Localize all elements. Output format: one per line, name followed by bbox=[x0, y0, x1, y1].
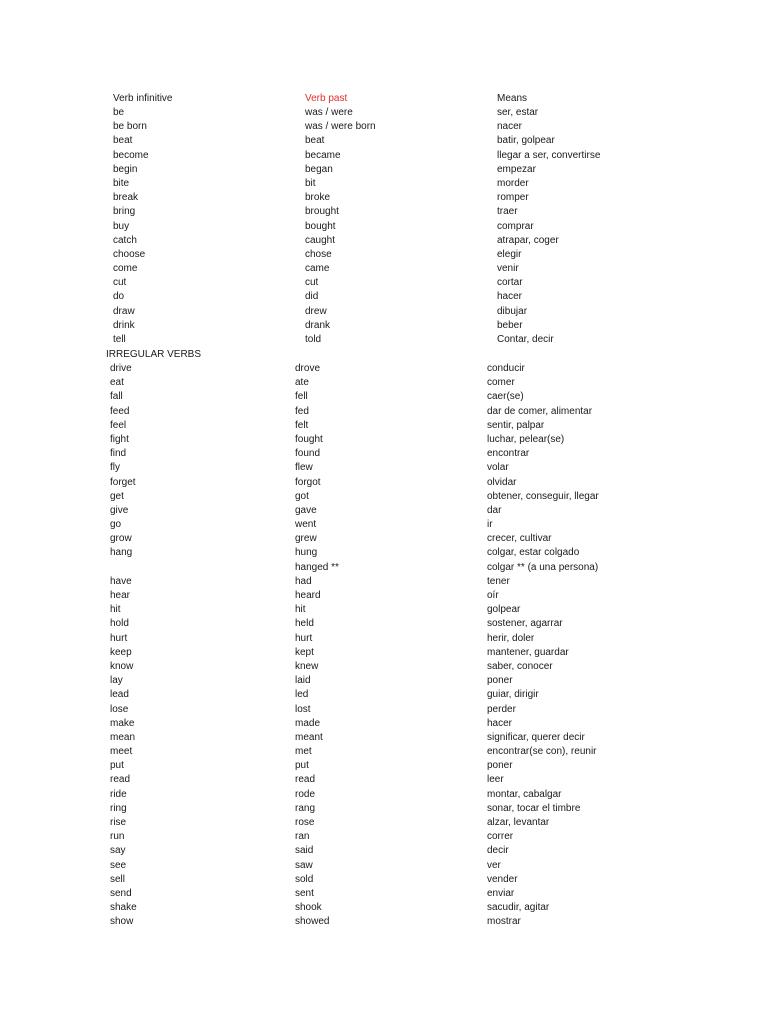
verb-meaning: vender bbox=[487, 873, 518, 885]
verb-past: bit bbox=[305, 177, 316, 189]
verb-table-first-group bbox=[0, 106, 768, 347]
verb-past: bought bbox=[305, 220, 336, 232]
verb-meaning: saber, conocer bbox=[487, 660, 553, 672]
verb-past: drew bbox=[305, 305, 327, 317]
verb-infinitive: find bbox=[110, 448, 127, 460]
verb-meaning: batir, golpear bbox=[497, 135, 555, 147]
verb-meaning: crecer, cultivar bbox=[487, 533, 552, 545]
verb-meaning: sacudir, agitar bbox=[487, 902, 550, 914]
verb-infinitive: bite bbox=[113, 177, 130, 189]
verb-past: grew bbox=[295, 533, 317, 545]
table-header bbox=[0, 92, 768, 106]
verb-meaning: morder bbox=[497, 177, 529, 189]
verb-infinitive: keep bbox=[110, 646, 132, 658]
verb-infinitive: lead bbox=[110, 689, 129, 701]
verb-infinitive: have bbox=[110, 575, 132, 587]
verb-infinitive: read bbox=[110, 774, 131, 786]
verb-table-irregular-verbs bbox=[0, 362, 768, 930]
verb-meaning: sonar, tocar el timbre bbox=[487, 802, 581, 814]
verb-meaning: enviar bbox=[487, 887, 515, 899]
verb-infinitive: hang bbox=[110, 547, 133, 559]
verb-infinitive: drink bbox=[113, 319, 135, 331]
verb-past: hanged ** bbox=[295, 561, 339, 573]
verb-past: ran bbox=[295, 831, 310, 843]
verb-meaning: luchar, pelear(se) bbox=[487, 433, 565, 445]
header-means: Means bbox=[497, 93, 528, 104]
verb-infinitive: show bbox=[110, 916, 134, 928]
verb-meaning: perder bbox=[487, 703, 516, 715]
verb-meaning: olvidar bbox=[487, 476, 517, 488]
table-row bbox=[0, 476, 768, 490]
table-row bbox=[0, 305, 768, 319]
table-row bbox=[0, 490, 768, 504]
table-row bbox=[0, 333, 768, 347]
verb-meaning: atrapar, coger bbox=[497, 234, 559, 246]
verb-past: met bbox=[295, 746, 312, 758]
table-row bbox=[0, 617, 768, 631]
verb-infinitive: hit bbox=[110, 604, 121, 616]
verb-past: was / were born bbox=[305, 121, 376, 133]
verb-meaning: caer(se) bbox=[487, 391, 524, 403]
verb-past: made bbox=[295, 717, 321, 729]
verb-infinitive: hurt bbox=[110, 632, 128, 644]
table-row bbox=[0, 546, 768, 560]
verb-meaning: llegar a ser, convertirse bbox=[497, 149, 601, 161]
verb-infinitive: put bbox=[110, 760, 124, 772]
verb-past: fell bbox=[295, 391, 308, 403]
verb-past: had bbox=[295, 575, 312, 587]
table-row bbox=[0, 646, 768, 660]
table-row bbox=[0, 915, 768, 929]
verb-past: cut bbox=[305, 277, 319, 289]
table-row bbox=[0, 461, 768, 475]
verb-past: knew bbox=[295, 660, 319, 672]
table-row bbox=[0, 290, 768, 304]
verb-meaning: leer bbox=[487, 774, 504, 786]
verb-past: held bbox=[295, 618, 314, 630]
verb-infinitive: give bbox=[110, 504, 129, 516]
table-row bbox=[0, 405, 768, 419]
verb-past: sent bbox=[295, 887, 314, 899]
verb-meaning: beber bbox=[497, 319, 523, 331]
verb-infinitive: do bbox=[113, 291, 125, 303]
table-row bbox=[0, 504, 768, 518]
table-row bbox=[0, 248, 768, 262]
table-row bbox=[0, 703, 768, 717]
verb-meaning: Contar, decir bbox=[497, 334, 554, 345]
verb-infinitive: send bbox=[110, 887, 132, 899]
verb-meaning: dar de comer, alimentar bbox=[487, 405, 593, 417]
section-label-irregular-verbs: IRREGULAR VERBS bbox=[106, 349, 202, 360]
table-row bbox=[0, 873, 768, 887]
verb-past: gave bbox=[295, 504, 317, 516]
table-row bbox=[0, 773, 768, 787]
verb-past: flew bbox=[295, 462, 313, 474]
table-row bbox=[0, 603, 768, 617]
verb-meaning: encontrar bbox=[487, 448, 530, 460]
verb-past: caught bbox=[305, 234, 336, 246]
verb-past: began bbox=[305, 163, 333, 175]
table-row bbox=[0, 745, 768, 759]
verb-past: lost bbox=[295, 703, 311, 715]
verb-past: chose bbox=[305, 248, 332, 260]
table-row bbox=[0, 830, 768, 844]
verb-meaning: conducir bbox=[487, 363, 525, 374]
table-row bbox=[0, 177, 768, 191]
verb-infinitive: be born bbox=[113, 121, 147, 133]
verb-meaning: oír bbox=[487, 590, 499, 601]
verb-infinitive: lose bbox=[110, 703, 129, 715]
verb-infinitive: feed bbox=[110, 405, 130, 417]
verb-infinitive: say bbox=[110, 845, 126, 857]
verb-infinitive: make bbox=[110, 717, 135, 729]
verb-infinitive: sell bbox=[110, 873, 126, 885]
table-row bbox=[0, 802, 768, 816]
table-row bbox=[0, 901, 768, 915]
verb-past: broke bbox=[305, 192, 331, 204]
verb-past: beat bbox=[305, 135, 325, 147]
verb-infinitive: beat bbox=[113, 135, 133, 147]
verb-past: got bbox=[295, 490, 309, 502]
verb-past: hit bbox=[295, 604, 306, 616]
verb-meaning: encontrar(se con), reunir bbox=[487, 746, 597, 758]
verb-meaning: ver bbox=[487, 859, 501, 871]
verb-infinitive: forget bbox=[110, 476, 136, 488]
table-row bbox=[0, 390, 768, 404]
verb-meaning: montar, cabalgar bbox=[487, 788, 562, 800]
verb-past: came bbox=[305, 263, 330, 275]
verb-infinitive: choose bbox=[113, 248, 146, 260]
verb-infinitive: eat bbox=[110, 377, 124, 389]
verb-past: read bbox=[295, 774, 316, 786]
verb-meaning: sentir, palpar bbox=[487, 419, 545, 431]
verb-past: drove bbox=[295, 363, 321, 374]
verb-past: was / were bbox=[305, 107, 353, 118]
verb-meaning: significar, querer decir bbox=[487, 731, 585, 743]
verb-infinitive: shake bbox=[110, 902, 137, 914]
table-row bbox=[0, 376, 768, 390]
verb-infinitive: fly bbox=[110, 462, 120, 474]
table-row bbox=[0, 717, 768, 731]
verb-infinitive: bring bbox=[113, 206, 136, 218]
table-row bbox=[0, 134, 768, 148]
verb-meaning: poner bbox=[487, 675, 513, 687]
verb-infinitive: come bbox=[113, 263, 138, 275]
verb-past: went bbox=[295, 519, 317, 531]
verb-past: forgot bbox=[295, 476, 321, 488]
verb-past: put bbox=[295, 760, 309, 772]
verb-past: sold bbox=[295, 873, 314, 885]
verb-past: felt bbox=[295, 419, 309, 431]
table-row bbox=[0, 844, 768, 858]
verb-infinitive: feel bbox=[110, 419, 127, 431]
verb-past: brought bbox=[305, 206, 339, 218]
verb-meaning: alzar, levantar bbox=[487, 817, 550, 828]
table-row bbox=[0, 859, 768, 873]
table-row bbox=[0, 447, 768, 461]
table-row bbox=[0, 759, 768, 773]
verb-infinitive: hear bbox=[110, 590, 131, 601]
verb-infinitive: go bbox=[110, 519, 122, 531]
verb-infinitive: ring bbox=[110, 802, 127, 814]
verb-past: did bbox=[305, 291, 319, 303]
verb-meaning: guiar, dirigir bbox=[487, 689, 539, 701]
verb-past: said bbox=[295, 845, 314, 857]
verb-past: became bbox=[305, 149, 341, 161]
table-row bbox=[0, 688, 768, 702]
table-row bbox=[0, 433, 768, 447]
verb-infinitive: see bbox=[110, 859, 127, 871]
verb-past: rang bbox=[295, 802, 316, 814]
verb-meaning: elegir bbox=[497, 248, 522, 260]
verb-past: fought bbox=[295, 433, 323, 445]
verb-infinitive: break bbox=[113, 192, 139, 204]
verb-past: heard bbox=[295, 590, 321, 601]
verb-meaning: tener bbox=[487, 575, 510, 587]
verb-infinitive: be bbox=[113, 107, 125, 118]
table-row bbox=[0, 575, 768, 589]
verb-meaning: mantener, guardar bbox=[487, 646, 569, 658]
table-row bbox=[0, 149, 768, 163]
verb-meaning: obtener, conseguir, llegar bbox=[487, 490, 599, 502]
verb-meaning: colgar ** (a una persona) bbox=[487, 561, 599, 573]
verb-past: saw bbox=[295, 859, 313, 871]
table-row bbox=[0, 674, 768, 688]
verb-past: hurt bbox=[295, 632, 313, 644]
verb-meaning: nacer bbox=[497, 121, 523, 133]
verb-infinitive: get bbox=[110, 490, 124, 502]
verb-infinitive: rise bbox=[110, 817, 127, 828]
table-row bbox=[0, 518, 768, 532]
verb-infinitive: know bbox=[110, 660, 134, 672]
table-row bbox=[0, 532, 768, 546]
verb-past: told bbox=[305, 334, 322, 345]
verb-meaning: dar bbox=[487, 504, 502, 516]
verb-meaning: herir, doler bbox=[487, 632, 535, 644]
verb-meaning: correr bbox=[487, 831, 514, 843]
table-row bbox=[0, 362, 768, 376]
table-row bbox=[0, 632, 768, 646]
verb-past: shook bbox=[295, 902, 322, 914]
verb-meaning: comer bbox=[487, 377, 515, 389]
table-row bbox=[0, 887, 768, 901]
verb-meaning: mostrar bbox=[487, 916, 521, 928]
verb-meaning: hacer bbox=[487, 717, 513, 729]
verb-infinitive: lay bbox=[110, 675, 123, 687]
verb-meaning: comprar bbox=[497, 220, 534, 232]
verb-meaning: volar bbox=[487, 462, 509, 474]
verb-past: laid bbox=[295, 675, 311, 687]
verb-meaning: venir bbox=[497, 263, 519, 275]
verb-infinitive: mean bbox=[110, 731, 136, 743]
table-row bbox=[0, 731, 768, 745]
header-verb-past: Verb past bbox=[305, 93, 348, 104]
table-row bbox=[0, 106, 768, 120]
verb-meaning: golpear bbox=[487, 604, 521, 616]
verb-past: found bbox=[295, 448, 321, 460]
verb-meaning: traer bbox=[497, 206, 518, 218]
header-infinitive: Verb infinitive bbox=[113, 93, 173, 104]
table-row bbox=[0, 788, 768, 802]
verb-infinitive: grow bbox=[110, 533, 132, 545]
verb-meaning: ir bbox=[487, 519, 493, 531]
verb-infinitive: catch bbox=[113, 234, 137, 246]
verb-past: led bbox=[295, 689, 309, 701]
table-row bbox=[0, 561, 768, 575]
verb-past: fed bbox=[295, 405, 309, 417]
verb-past: ate bbox=[295, 377, 309, 389]
table-row bbox=[0, 220, 768, 234]
verb-meaning: sostener, agarrar bbox=[487, 618, 563, 630]
verb-meaning: romper bbox=[497, 192, 529, 204]
verb-infinitive: fall bbox=[110, 391, 123, 403]
verb-meaning: hacer bbox=[497, 291, 523, 303]
table-row bbox=[0, 589, 768, 603]
verb-infinitive: fight bbox=[110, 433, 129, 445]
verb-infinitive: buy bbox=[113, 220, 130, 232]
table-row bbox=[0, 191, 768, 205]
verb-infinitive: run bbox=[110, 831, 125, 843]
verb-meaning: empezar bbox=[497, 163, 536, 175]
table-row bbox=[0, 660, 768, 674]
table-row bbox=[0, 205, 768, 219]
table-row bbox=[0, 262, 768, 276]
verb-meaning: cortar bbox=[497, 277, 523, 289]
verb-infinitive: meet bbox=[110, 746, 133, 758]
table-row bbox=[0, 234, 768, 248]
table-row bbox=[0, 816, 768, 830]
verb-infinitive: draw bbox=[113, 305, 135, 317]
verb-infinitive: become bbox=[113, 149, 149, 161]
verb-infinitive: ride bbox=[110, 788, 127, 800]
table-row bbox=[0, 319, 768, 333]
verb-past: showed bbox=[295, 916, 330, 928]
verb-past: meant bbox=[295, 731, 323, 743]
verb-infinitive: drive bbox=[110, 363, 132, 374]
verb-past: rode bbox=[295, 788, 316, 800]
verb-meaning: poner bbox=[487, 760, 513, 772]
table-row bbox=[0, 163, 768, 177]
table-row bbox=[0, 276, 768, 290]
verb-infinitive: hold bbox=[110, 618, 129, 630]
verb-infinitive: tell bbox=[113, 334, 126, 345]
verb-infinitive: cut bbox=[113, 277, 127, 289]
verb-past: kept bbox=[295, 646, 314, 658]
verb-infinitive: begin bbox=[113, 163, 138, 175]
verb-meaning: decir bbox=[487, 845, 509, 857]
verb-meaning: colgar, estar colgado bbox=[487, 547, 580, 559]
verb-past: hung bbox=[295, 547, 318, 559]
verb-meaning: ser, estar bbox=[497, 107, 539, 118]
verb-past: drank bbox=[305, 319, 331, 331]
verb-meaning: dibujar bbox=[497, 305, 528, 317]
table-row bbox=[0, 419, 768, 433]
table-row bbox=[0, 120, 768, 134]
verb-past: rose bbox=[295, 817, 315, 828]
